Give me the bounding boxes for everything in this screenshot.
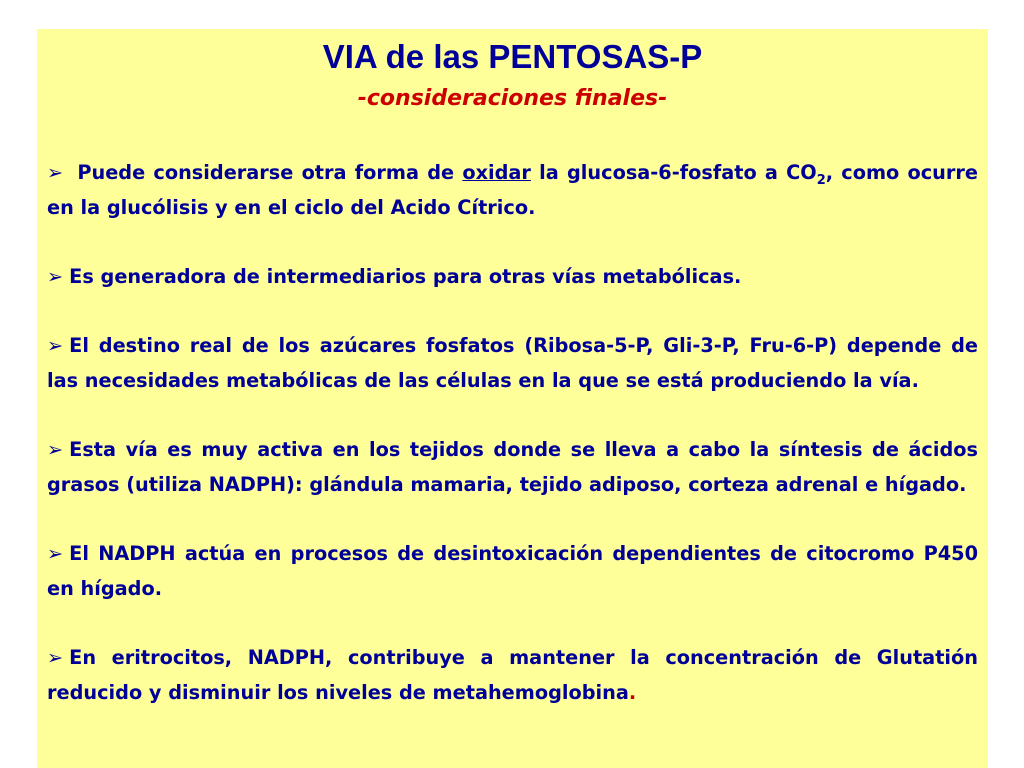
slide (37, 29, 988, 768)
slide-body (47, 155, 978, 710)
arrow-bullet-icon: ➢ (47, 542, 64, 565)
arrow-bullet-icon: ➢ (47, 265, 64, 288)
paragraph-text: , como ocurre en la glucólisis y en el ciclo del Acido Cítrico. (47, 161, 978, 219)
arrow-bullet-icon: ➢ (47, 334, 64, 357)
underlined-word: oxidar (462, 161, 531, 184)
paragraph-text: Puede considerarse otra forma de (77, 161, 463, 184)
bullet-paragraph-2 (47, 259, 978, 294)
paragraph-text: El destino real de los azúcares fosfatos (Ribosa-5-P, Gli-3-P, Fru-6-P) depende de las necesidades metabólicas de las células en la que se está produciendo la vía. (47, 334, 978, 392)
slide-subtitle: -consideraciones finales- (357, 86, 668, 111)
slide-title: VIA de las PENTOSAS-P (322, 38, 703, 75)
bullet-paragraph-1 (47, 155, 978, 225)
subscript: 2 (816, 172, 826, 188)
paragraph-text: Es generadora de intermediarios para otras vías metabólicas. (69, 265, 742, 288)
paragraph-text: la glucosa-6-fosfato a CO (530, 161, 817, 184)
paragraph-text: Esta vía es muy activa en los tejidos donde se lleva a cabo la síntesis de ácidos grasos (utiliza NADPH): glándula mamaria, tejido adiposo, corteza adrenal e hígado. (47, 438, 978, 496)
paragraph-text: En eritrocitos, NADPH, contribuye a mantener la concentración de Glutatión reducido y disminuir los niveles de metahemoglobina (47, 646, 978, 704)
bullet-paragraph-6 (47, 640, 978, 710)
bullet-paragraph-4 (47, 432, 978, 502)
arrow-bullet-icon: ➢ (47, 646, 64, 669)
final-period: . (628, 681, 637, 704)
bullet-paragraph-3 (47, 328, 978, 398)
paragraph-text: El NADPH actúa en procesos de desintoxicación dependientes de citocromo P450 en hígado. (47, 542, 978, 600)
bullet-paragraph-5 (47, 536, 978, 606)
arrow-bullet-icon: ➢ (47, 161, 64, 184)
arrow-bullet-icon: ➢ (47, 438, 64, 461)
